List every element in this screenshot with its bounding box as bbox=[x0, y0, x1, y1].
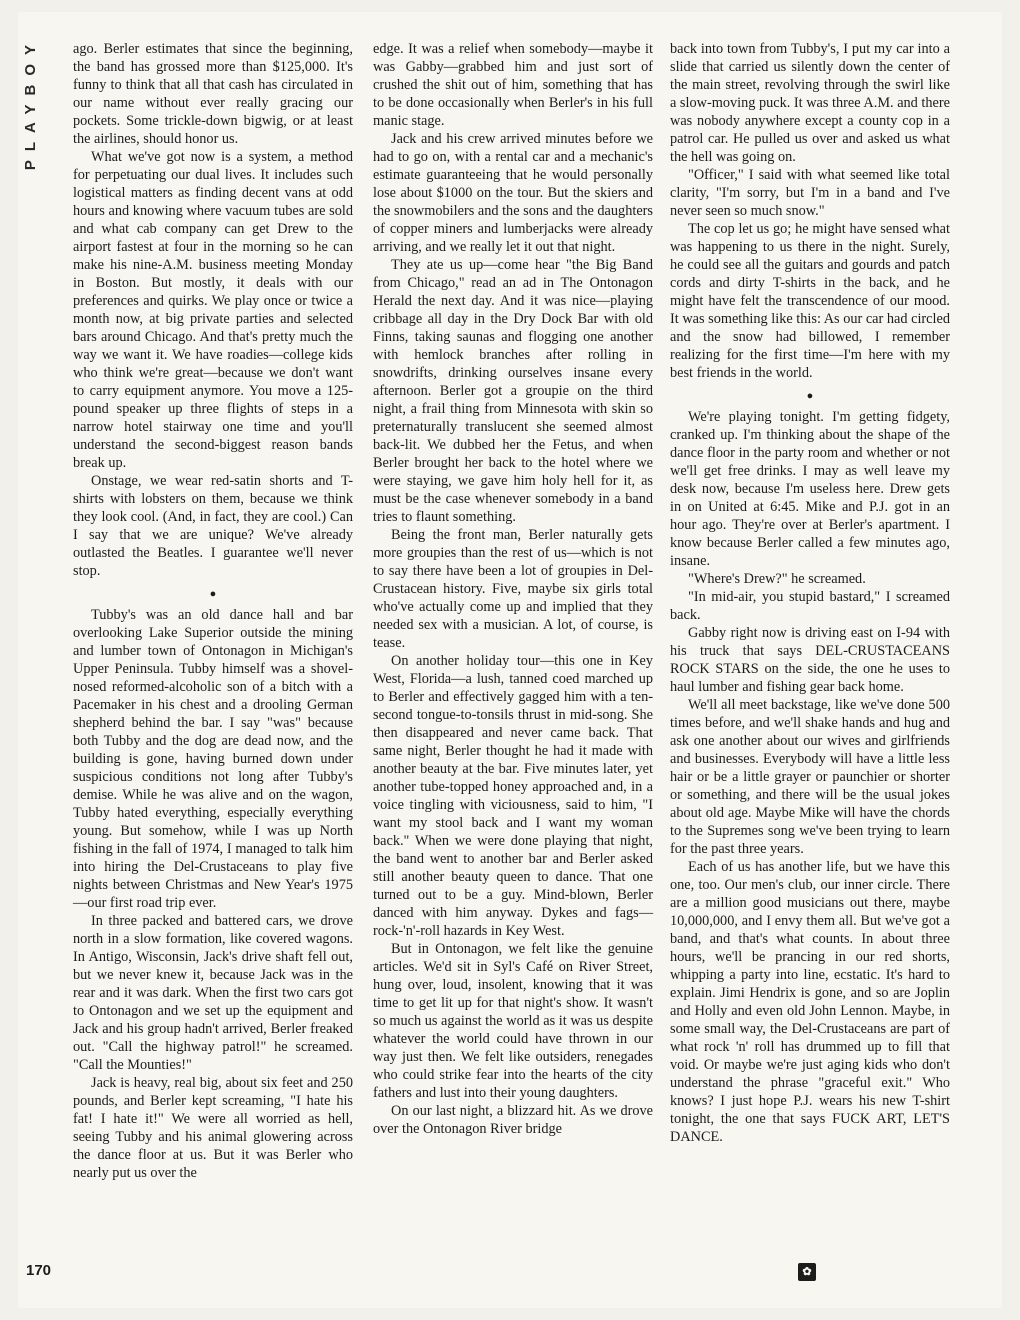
article-paragraph: Gabby right now is driving east on I-94 with his truck that says DEL-CRUSTACEANS ROCK STARS on the side, the one he uses to haul lumber and fishing gear back home. bbox=[670, 625, 950, 695]
article-paragraph: "In mid-air, you stupid bastard," I screamed back. bbox=[670, 589, 950, 623]
end-mark-icon: ✿ bbox=[798, 1263, 816, 1281]
article-paragraph: ago. Berler estimates that since the beginning, the band has grossed more than $125,000. It's funny to think that all that cash has circulated in our name without ever really gracing our pockets. Some trickle-down bigwig, or at least the airlines, should honor us. bbox=[73, 41, 353, 147]
article-paragraph: Jack is heavy, real big, about six feet and 250 pounds, and Berler kept screaming, "I hate his fat! I hate it!" We were all worried as hell, seeing Tubby and his animal glowering across the dance floor at us. But it was Berler who nearly put us over the bbox=[73, 1075, 353, 1181]
column-1 bbox=[73, 40, 353, 1182]
article-paragraph: "Officer," I said with what seemed like total clarity, "I'm sorry, but I'm in a band and I've never seen so much snow." bbox=[670, 167, 950, 219]
section-separator: ● bbox=[209, 588, 217, 600]
article-paragraph: Jack and his crew arrived minutes before we had to go on, with a rental car and a mechanic's estimate guaranteeing that he would personally lose about $1000 on the tour. But the skiers and the snowmobilers and the sons and the daughters of copper miners and lumberjacks were already arriving, and we really let it out that night. bbox=[373, 131, 653, 255]
article-paragraph: We're playing tonight. I'm getting fidgety, cranked up. I'm thinking about the shape of the dance floor in the party room and whether or not we'll get free drinks. I may as well leave my desk now, because I'm useless here. Drew gets in on United at 6:45. Mike and P.J. got in an hour ago. They're over at Berler's apartment. I know because Berler called a few minutes ago, insane. bbox=[670, 409, 950, 569]
article-paragraph: They ate us up—come hear "the Big Band from Chicago," read an ad in The Ontonagon Herald the next day. And it was nice—playing cribbage all day in the Dry Dock Bar with old Finns, taking saunas and flogging one another with hemlock branches after rolling in snowdrifts, drinking ourselves insane every afternoon. Berler got a groupie on the third night, a frail thing from Minnesota with skin so preternaturally translucent she seemed almost back-lit. We dubbed her the Fetus, and when Berler brought her back to the hotel where we were staying, we gave him holy hell for it, as must be the case whenever somebody in a band tries to flaunt something. bbox=[373, 257, 653, 525]
article-paragraph: On another holiday tour—this one in Key West, Florida—a lush, tanned coed marched up to Berler and effectively gagged him with a ten-second tongue-to-tonsils thrust in mid-song. She then disappeared and never came back. That same night, Berler thought he had it made with another beauty at the bar. Five minutes later, yet another tube-topped honey approached and, in a voice tingling with viciousness, said to him, "I want my stool back and I want my woman back." When we were done playing that night, the band went to another bar and Berler asked still another beauty queen to dance. That one turned out to be a guy. Mind-blown, Berler danced with him anyway. Dykes and fags—rock-'n'-roll hazards in Key West. bbox=[373, 653, 653, 939]
page-number: 170 bbox=[26, 1262, 52, 1279]
column-3 bbox=[670, 40, 950, 1146]
article-paragraph: In three packed and battered cars, we drove north in a slow formation, like covered wagons. In Antigo, Wisconsin, Jack's drive shaft fell out, but we never knew it, because Jack was in the rear and it was dark. When the first two cars got to Ontonagon and we set up the equipment and Jack and his group hadn't arrived, Berler freaked out. "Call the highway patrol!" he screamed. "Call the Mounties!" bbox=[73, 913, 353, 1073]
article-paragraph: Being the front man, Berler naturally gets more groupies than the rest of us—which is not to say there have been a lot of groupies in Del-Crustacean history. Five, maybe six girls total who've actually come up and implied that they needed sex with a musician. A lot, of course, is tease. bbox=[373, 527, 653, 651]
article-paragraph: On our last night, a blizzard hit. As we drove over the Ontonagon River bridge bbox=[373, 1103, 653, 1137]
column-2 bbox=[373, 40, 653, 1138]
article-paragraph: Each of us has another life, but we have this one, too. Our men's club, our inner circle. There are a million good musicians out there, maybe 10,000,000, and I envy them all. But we've got a band, and that's what counts. In about three hours, we'll be prancing in our red shorts, whipping a party into line, ecstatic. It's hard to explain. Jimi Hendrix is gone, and so are Joplin and Holly and even old John Lennon. Maybe, in some small way, the Del-Crustaceans are part of what rock 'n' roll has drummed up to fill that void. Or maybe we're just aging kids who don't understand the phrase "graceful exit." Who knows? I just hope P.J. wears his new T-shirt tonight, the one that says FUCK ART, LET'S DANCE. bbox=[670, 859, 950, 1145]
article-paragraph: The cop let us go; he might have sensed what was happening to us there in the night. Surely, he could see all the guitars and gourds and patch cords and dirty T-shirts in the back, and he might have felt the transcendence of our mood. It was something like this: As our car had circled and the snow had billowed, I remember realizing for the first time—I'm here with my best friends in the world. bbox=[670, 221, 950, 381]
article-paragraph: edge. It was a relief when somebody—maybe it was Gabby—grabbed him and just sort of crushed the shit out of him, something that has to be done occasionally when Berler's in his full manic stage. bbox=[373, 41, 653, 129]
article-paragraph: But in Ontonagon, we felt like the genuine articles. We'd sit in Syl's Café on River Street, hung over, loud, insolent, knowing that it was time to get lit up for that night's show. It wasn't so much us against the world as it was us despite whatever the world could have thrown in our way just then. We felt like outsiders, renegades who could strike fear into the hearts of the city fathers and lust into their young daughters. bbox=[373, 941, 653, 1101]
article-paragraph: Onstage, we wear red-satin shorts and T-shirts with lobsters on them, because we think they look cool. (And, in fact, they are cool.) Can I say that we are unique? We've already outlasted the Beatles. I guarantee we'll never stop. bbox=[73, 473, 353, 579]
masthead: PLAYBOY bbox=[22, 36, 39, 171]
article-paragraph: "Where's Drew?" he screamed. bbox=[688, 571, 866, 587]
article-paragraph: back into town from Tubby's, I put my car into a slide that carried us silently down the center of the main street, revolving through the swirl like a slow-moving puck. It was three A.M. and there was nobody anywhere except a county cop in a patrol car. He pulled us over and asked us what the hell was going on. bbox=[670, 41, 950, 165]
section-separator: ● bbox=[806, 390, 814, 402]
article-paragraph: What we've got now is a system, a method for perpetuating our dual lives. It includes such logistical matters as finding decent vans at odd hours and knowing where vacuum tubes are sold and what cab company can get Drew to the airport fastest at four in the morning so he can make his nine-A.M. business meeting Monday in Boston. But mostly, it deals with our preferences and quirks. We play once or twice a month now, at big private parties and selected bars around Chicago. And that's pretty much the way we want it. We have roadies—college kids who think we're great—because we don't want to carry equipment anymore. You move a 125-pound speaker up three flights of steps in a narrow hotel stairway one time and you'll understand the second-biggest reason bands break up. bbox=[73, 149, 353, 471]
article-paragraph: We'll all meet backstage, like we've done 500 times before, and we'll shake hands and hug and ask one another about our wives and girlfriends and businesses. Everybody will have a little less hair or be a little grayer or paunchier or shorter or something, and there will be the usual jokes about old age. Maybe Mike will have the chords to the Supremes song we've been trying to learn for the past three years. bbox=[670, 697, 950, 857]
article-paragraph: Tubby's was an old dance hall and bar overlooking Lake Superior outside the mining and lumber town of Ontonagon in Michigan's Upper Peninsula. Tubby himself was a shovel-nosed reformed-alcoholic son of a bitch with a Pacemaker in his chest and a drooling German shepherd behind the bar. I say "was" because both Tubby and the dog are dead now, and the building is gone, having burned down under suspicious conditions not long after Tubby's demise. While he was alive and on the wagon, Tubby hated everything, especially everything young. But somehow, while I was up North fishing in the fall of 1974, I managed to talk him into hiring the Del-Crustaceans to play five nights between Christmas and New Year's 1975—our first road trip ever. bbox=[73, 607, 353, 911]
